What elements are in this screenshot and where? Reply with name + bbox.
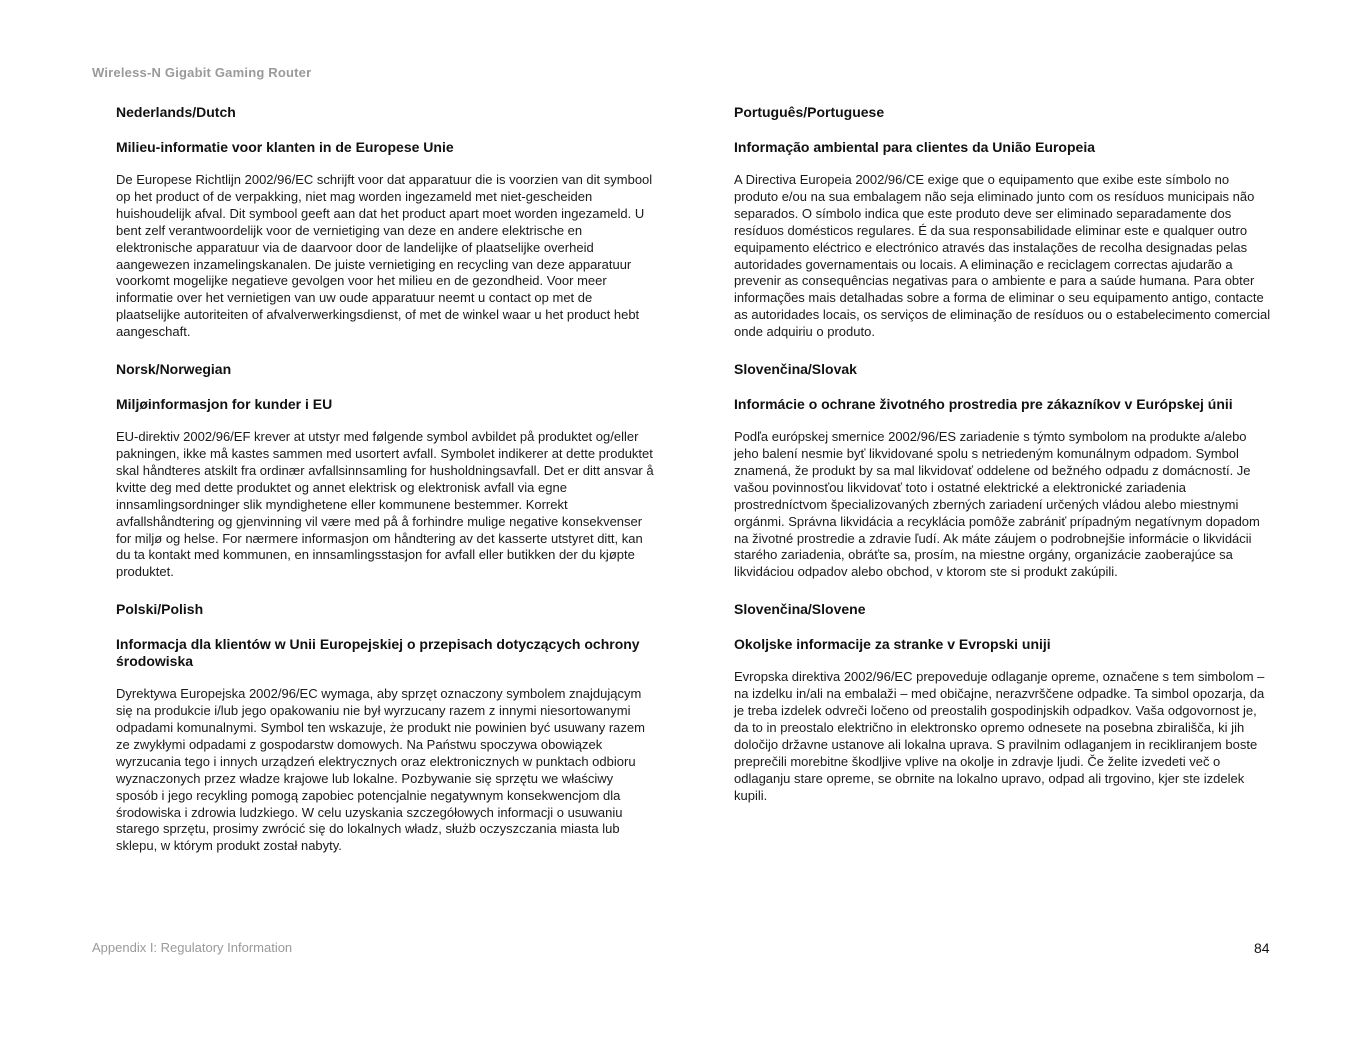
section-body: Podľa európskej smernice 2002/96/ES zariadenie s týmto symbolom na produkte a/alebo jeho balení nesmie byť likvidované spolu s netriedeným komunálnym odpadom. Symbol znamená, že produkt by sa mal likvidovať oddelene od bežného odpadu z domácností. Je vašou povinnosťou likvidovať toto i ostatné elektrické a elektronické zariadenia prostredníctvom špecializovaných zberných zariadení určených vládou alebo miestnymi orgánmi. Správna likvidácia a recyklácia pomôže zabrániť prípadným negatívnym dopadom na životné prostredie a zdravie ľudí. Ak máte záujem o podrobnejšie informácie o likvidácii starého zariadenia, obráťte sa, prosím, na miestne orgány, organizácie zaoberajúce sa likvidáciou odpadov alebo obchod, v ktorom ste si produkt zakúpili. [734, 429, 1260, 580]
right-column [734, 104, 1274, 824]
page-number: 84 [1254, 940, 1270, 956]
section-subtitle: Miljøinformasjon for kunder i EU [116, 396, 333, 413]
section-dutch [116, 104, 656, 341]
language-heading: Norsk/Norwegian [116, 361, 232, 378]
running-footer-section: Appendix I: Regulatory Information [92, 940, 293, 955]
section-subtitle: Informação ambiental para clientes da União Europeia [734, 139, 1095, 155]
language-heading: Português/Portuguese [734, 104, 885, 120]
section-subtitle: Informácie o ochrane životného prostredia pre zákazníkov v Európskej únii [734, 396, 1233, 413]
section-subtitle: Okoljske informacije za stranke v Evropski uniji [734, 636, 1051, 653]
language-heading: Slovenčina/Slovene [734, 601, 866, 618]
section-body: De Europese Richtlijn 2002/96/EC schrijft voor dat apparatuur die is voorzien van dit symbool op het product of de verpakking, niet mag worden ingezameld met niet-gescheiden huishoudelijk afval. Dit symbool geeft aan dat het product apart moet worden ingezameld. U bent zelf verantwoordelijk voor de vernietiging van deze en andere elektrische en elektronische apparatuur via de daarvoor door de landelijke of plaatselijke overheid aangewezen inzamelingskanalen. De juiste vernietiging en recycling van deze apparatuur voorkomt mogelijke negatieve gevolgen voor het milieu en de gezondheid. Voor meer informatie over het vernietigen van uw oude apparatuur neemt u contact op met de plaatselijke autoriteiten of afvalverwerkingsdienst, of met de winkel waar u het product hebt aangeschaft. [116, 172, 653, 340]
section-subtitle: Informacja dla klientów w Unii Europejskiej o przepisach dotyczących ochrony środowiska [116, 636, 640, 670]
left-column [116, 104, 656, 875]
section-slovene [734, 601, 1274, 804]
language-heading: Nederlands/Dutch [116, 104, 236, 120]
language-heading: Slovenčina/Slovak [734, 361, 857, 378]
running-header-title: Wireless-N Gigabit Gaming Router [92, 65, 312, 80]
section-norwegian [116, 361, 656, 581]
section-body: Dyrektywa Europejska 2002/96/EC wymaga, aby sprzęt oznaczony symbolem znajdującym się na produkcie i/lub jego opakowaniu nie był wyrzucany razem z innymi niesortowanymi odpadami komunalnymi. Symbol ten wskazuje, że produkt nie powinien być usuwany razem ze zwykłymi odpadami z gospodarstw domowych. Na Państwu spoczywa obowiązek wyrzucania tego i innych urządzeń elektrycznych oraz elektronicznych w punktach odbioru wyznaczonych przez władze krajowe lub lokalne. Pozbywanie się sprzętu we właściwy sposób i jego recykling pomogą zapobiec potencjalnie negatywnym konsekwencjom dla środowiska i zdrowia ludzkiego. W celu uzyskania szczegółowych informacji o usuwaniu starego sprzętu, prosimy zwrócić się do lokalnych władz, służb oczyszczania miasta lub sklepu, w którym produkt został nabyty. [116, 686, 645, 854]
section-body: A Directiva Europeia 2002/96/CE exige que o equipamento que exibe este símbolo no produto e/ou na sua embalagem não seja eliminado junto com os resíduos municipais não separados. O símbolo indica que este produto deve ser eliminado separadamente dos resíduos domésticos regulares. É da sua responsabilidade eliminar este e qualquer outro equipamento eléctrico e electrónico através das instalações de recolha designadas pelas autoridades governamentais ou locais. A eliminação e reciclagem correctas ajudarão a prevenir as consequências negativas para o ambiente e para a saúde humana. Para obter informações mais detalhadas sobre a forma de eliminar o seu equipamento antigo, contacte as autoridades locais, os serviços de eliminação de resíduos ou o estabelecimento comercial onde adquiriu o produto. [734, 172, 1271, 340]
section-polish [116, 601, 656, 855]
section-body: Evropska direktiva 2002/96/EC prepoveduje odlaganje opreme, označene s tem simbolom – na izdelku in/ali na embalaži – med običajne, nerazvrščene odpadke. Ta simbol opozarja, da je treba izdelek odvreči ločeno od preostalih gospodinjskih odpadkov. Vaša odgovornost je, da to in preostalo električno in elektronsko opremo odnesete na posebna zbirališča, ki jih določijo državne ustanove ali lokalna uprava. S pravilnim odlaganjem in recikliranjem boste preprečili morebitne škodljive vplive na okolje in zdravje ljudi. Če želite izvedeti več o odlaganju stare opreme, se obrnite na lokalno upravo, odpad ali trgovino, kjer ste izdelek kupili. [734, 669, 1265, 803]
section-portuguese [734, 104, 1274, 341]
section-body: EU-direktiv 2002/96/EF krever at utstyr med følgende symbol avbildet på produktet og/eller pakningen, ikke må kastes sammen med usortert avfall. Symbolet indikerer at dette produktet skal håndteres atskilt fra ordinær avfallsinnsamling for husholdningsavfall. Det er ditt ansvar å kvitte deg med dette produktet og annet elektrisk og elektronisk avfall via egne innsamlingsordninger slik myndighetene eller kommunene bestemmer. Korrekt avfallshåndtering og gjenvinning vil være med på å forhindre mulige negative konsekvenser for miljø og helse. For nærmere informasjon om håndtering av det kasserte utstyret ditt, kan du ta kontakt med kommunen, en innsamlingsstasjon for avfall eller butikken der du kjøpte produktet. [116, 429, 654, 580]
language-heading: Polski/Polish [116, 601, 204, 618]
section-slovak [734, 361, 1274, 581]
section-subtitle: Milieu-informatie voor klanten in de Europese Unie [116, 139, 454, 155]
